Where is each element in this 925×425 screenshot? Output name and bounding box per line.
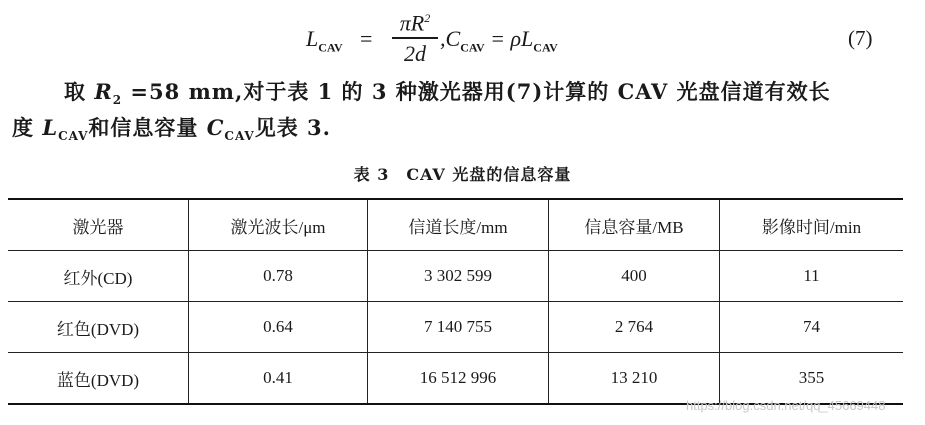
header-capacity: 信息容量/MB: [549, 199, 720, 251]
table-row: [8, 302, 903, 353]
cell-channel-length: 16 512 996: [368, 353, 549, 405]
table-row: [8, 251, 903, 302]
paragraph-line-1: 取 $R_2 =58$ mm,对于表 1 的 3 种激光器用(7)计算的 CAV 光盘信道有效长: [64, 79, 831, 108]
equation-7: [0, 6, 925, 70]
table-header-row: [8, 199, 903, 251]
cell-wavelength: 0.78: [189, 251, 368, 302]
cell-laser: 红外(CD): [63, 268, 133, 288]
cell-wavelength: 0.41: [189, 353, 368, 405]
cell-channel-length: 3 302 599: [368, 251, 549, 302]
header-channel-length: 信道长度/mm: [368, 199, 549, 251]
header-wavelength: 激光波长/μm: [189, 199, 368, 251]
paragraph-line-2: 度 $L_{CAV}$和信息容量 $C_{CAV}$见表 3.: [12, 115, 331, 144]
header-video-time: 影像时间/min: [720, 199, 904, 251]
cell-laser: 蓝色(DVD): [56, 370, 140, 390]
cell-capacity: 400: [549, 251, 720, 302]
watermark: https://blog.csdn.net/qq_45669448: [686, 398, 886, 413]
cell-channel-length: 7 140 755: [368, 302, 549, 353]
cell-capacity: 13 210: [549, 353, 720, 405]
cell-wavelength: 0.64: [189, 302, 368, 353]
cell-capacity: 2 764: [549, 302, 720, 353]
formula-rhs: $,C_{CAV} = \rho L_{CAV}$: [440, 26, 558, 55]
fraction-denominator: 2d: [404, 41, 426, 67]
cell-video-time: 11: [720, 251, 904, 302]
cell-laser: 红色(DVD): [56, 319, 140, 339]
cell-video-time: 355: [720, 353, 904, 405]
equation-number: (7): [848, 26, 873, 50]
fraction-bar: [392, 37, 438, 39]
formula-lhs: $L_{CAV}$: [306, 26, 343, 55]
table-row: [8, 353, 903, 405]
capacity-table: [8, 198, 903, 405]
table-caption: 表 3 CAV 光盘的信息容量: [353, 165, 572, 184]
fraction: [392, 6, 438, 67]
equals-sign: =: [360, 26, 373, 51]
fraction-numerator: $\pi R^2$: [399, 10, 431, 36]
header-laser: 激光器: [72, 217, 124, 237]
cell-video-time: 74: [720, 302, 904, 353]
